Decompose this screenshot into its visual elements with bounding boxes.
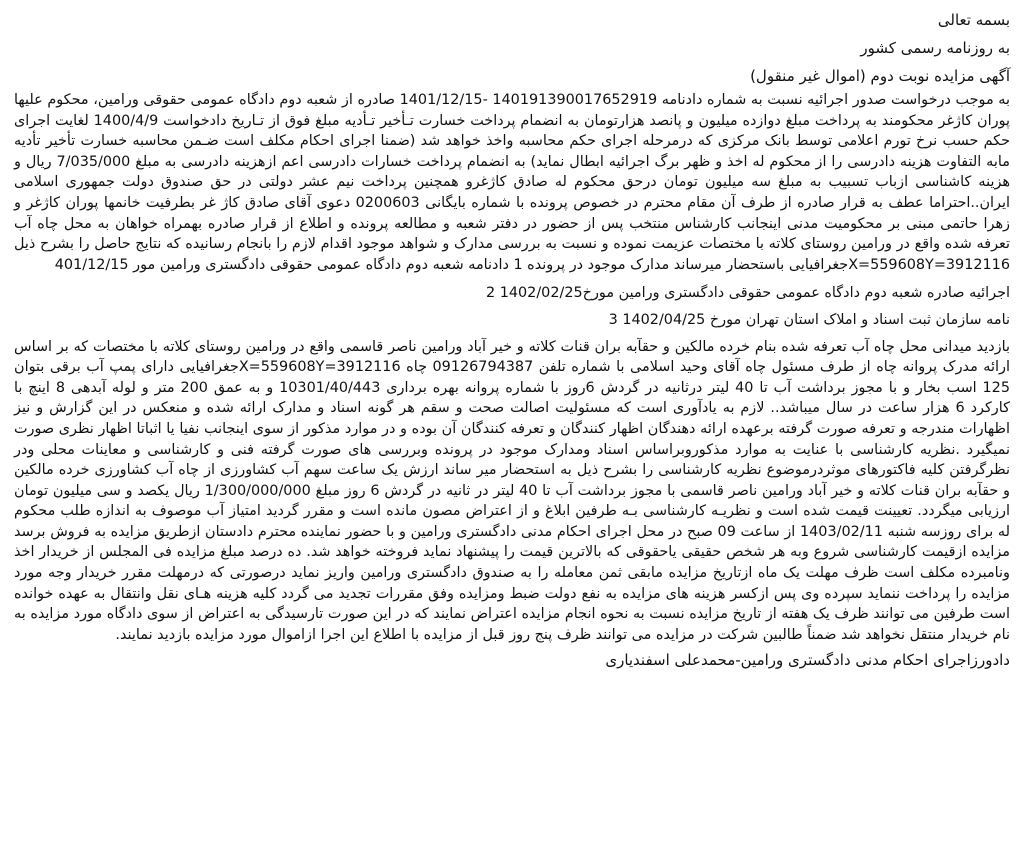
notice-paragraph-1: به موجب درخواست صدور اجرائیه نسبت به شماره دادنامه 140191390017652919 -1401/12/15 صادره از شعبه دوم دادگاه عمومی حقوقی ورامین، محکوم علیها پوران کاژغر محکومند به پرداخت مبلغ دوازده میلیون و پانصد هزارتومان به انضمام پرداخت خسارت تـأخیر تـأدیه مبلغ فوق از تـاریخ دادخواست 1400/4/9 لغایت اجرای حکم حسب نرخ تورم اعلامی توسط بانک مرکزی که درمرحله اجرای حکم محاسبه واخذ خواهد شد (ضمنا اجرای احکام مکلف است ضـمن محاسبه خسارت تأخیر تأدیه مابه التفاوت هزینه دادرسی را از محکوم له اخذ و ظهر برگ اجرائیه ابطال نماید) به انضمام پرداخت خسارات دادرسی اعم ازهزینه دادرسی به مبلغ 7/035/000 ریال و هزینه کاشناسی ازباب تسبیب به مبلغ سه میلیون تومان درحق محکوم له صادق کاژغرو همچنین پرداخت نیم عشر دولتی در حق صندوق دولت جمهوری اسلامی ایران..احتراما عطف به قرار صادره از طرف آن مقام محترم در خصوص پرونده با شماره بایگانی 0200603 دعوی آقای صادق کاژ غر بطرفیت خانمها پوران کاژغر و زهرا حاتمی مبنی بر محکومیت مدنی اینجانب کارشناس منتخب پس از حضور در دفتر شعبه و مطالعه پرونده و اطلاع از قرار صادره بهمراه خواهان به محل چاه آب تعرفه شده واقع در ورامین روستای کلاته با مختصات عزیمت نموده و نسبت به بررسی مدارک و شواهد موجود اقدام لازم را بانجام رسانیده که نتایج حاصل را بشرح ذیل X=559608Y=3912116جغرافیایی باستحضار میرساند مدارک موجود در پرونده 1 دادنامه شعبه دوم دادگاه عمومی حقوقی دادگستری ورامین مور 401/12/15 — [14, 92, 1011, 273]
newspaper-line: به روزنامه رسمی کشور — [860, 39, 1010, 57]
notice-title: آگهی مزایده نوبت دوم (اموال غیر منقول) — [750, 67, 1010, 85]
signature-line: دادورزاجرای احکام مدنی دادگستری ورامین-محمدعلی اسفندیاری — [605, 651, 1010, 670]
notice-paragraph-2: بازدید میدانی محل چاه آب تعرفه شده بنام خرده مالکین و حقآبه بران قنات کلاته و خیر آباد ورامین ناصر قاسمی واقع در ورامین روستای کلاته با مختصات که بر اساس ارائه مدرک پروانه چاه از طرف مسئول چاه آقای وحید اسلامی با شماره تلفن 09126794387 چاه X=559608Y=3912116جغرافیایی دارای پمپ آب برقی بتوان 125 اسب بخار و با مجوز برداشت آب تا 40 لیتر درثانیه در گردش 6روز با شماره پروانه بهره برداری 10301/40/443 و به عمق 200 متر و لوله آبدهی 8 اینچ با کارکرد 6 هزار ساعت در سال میباشد.. لازم به یادآوری است که مسئولیت اصالت صحت و سقم هر گونه اسناد و مدارک ارائه شده و منعکس در این گزارش و نیز اظهارات مندرجه و تعرفه صورت گرفته برعهده ارائه دهندگان اظهار کنندگان و تعرفه کنندگان آن بوده و در موارد مذکور از سوی اینجانب نفیا یا اثباتا اظهار نظری صورت نمیگیرد .نظریه کارشناسی با عنایت به موارد مذکوروبراساس اسناد ومدارک موجود در پرونده وبررسی های صورت گرفته فنی و کارشناسی و معاینات محلی ودر نظرگرفتن کلیه فاکتورهای موثردرموضوع نظریه کارشناسی را بشرح ذیل به استحضار میر ساند ارزش یک ساعت سهم آب کشاورزی از چاه آب کشاورزی خرده مالکین و حقآبه بران قنات کلاته و خیر آباد ورامین ناصر قاسمی با مجوز برداشت آب تا 40 لیتر در ثانیه در گردش 6 روز مبلغ 1/300/000/000 ریال یکصد و سی میلیون تومان ارزیابی میگردد. تعیینت قیمت شده است و نظریـه کارشناسی بـه طرفین ابلاغ و از اعتراض مصون مانده است و مقرر گردید امتیاز آب موصوف به اندازه طلب محکوم له برای روزسه شنبه 1403/02/11 از ساعت 09 صبح در محل اجرای احکام مدنی دادگستری ورامین و با حضور نماینده محترم دادستان ازطریق مزایده به فروش برسد مزایده ازقیمت کارشناسی شروع وبه هر شخص حقیقی یاحقوقی که بالاترین قیمت را پیشنهاد نماید فروخته خواهد شد. ده درصد مبلغ مزایده فی المجلس از خریدار اخذ ونامبرده مکلف است ظرف مهلت یک ماه ازتاریخ مزایده مابقی ثمن معامله را به صندوق دادگستری ورامین واریز نماید درصورتی که درمهلت مقرر خریدار وجه مورد مزایده را پرداخت ننماید سپرده وی پس ازکسر هزینه های مزایده به نفع دولت ضبط ومزایده وفق مقررات تجدید می گردد کلیه هزینه هـای نقل وانتقال به عهده خوانده است طرفین می توانند ظرف یک هفته از تاریخ مزایده نسبت به نحوه انجام مزایده اعتراض نمایند که در این صورت تارسیدگی به اعتراض از سوی دادگاه مورد مزایده به نام خریدار منتقل نخواهد شد ضمناً طالبین شرکت در مزایده می توانند ظرف پنج روز قبل از مزایده با اطلاع این اجرا ازاموال مورد مزایده بازدید نمایند. — [14, 338, 1010, 643]
basmala-heading: بسمه تعالی — [937, 11, 1010, 29]
document-item-3: نامه سازمان ثبت اسناد و املاک استان تهران مورخ 1402/04/25 3 — [608, 311, 1010, 328]
document-item-2: اجرائیه صادره شعبه دوم دادگاه عمومی حقوقی دادگستری ورامین مورخ1402/02/25 2 — [485, 285, 1010, 302]
